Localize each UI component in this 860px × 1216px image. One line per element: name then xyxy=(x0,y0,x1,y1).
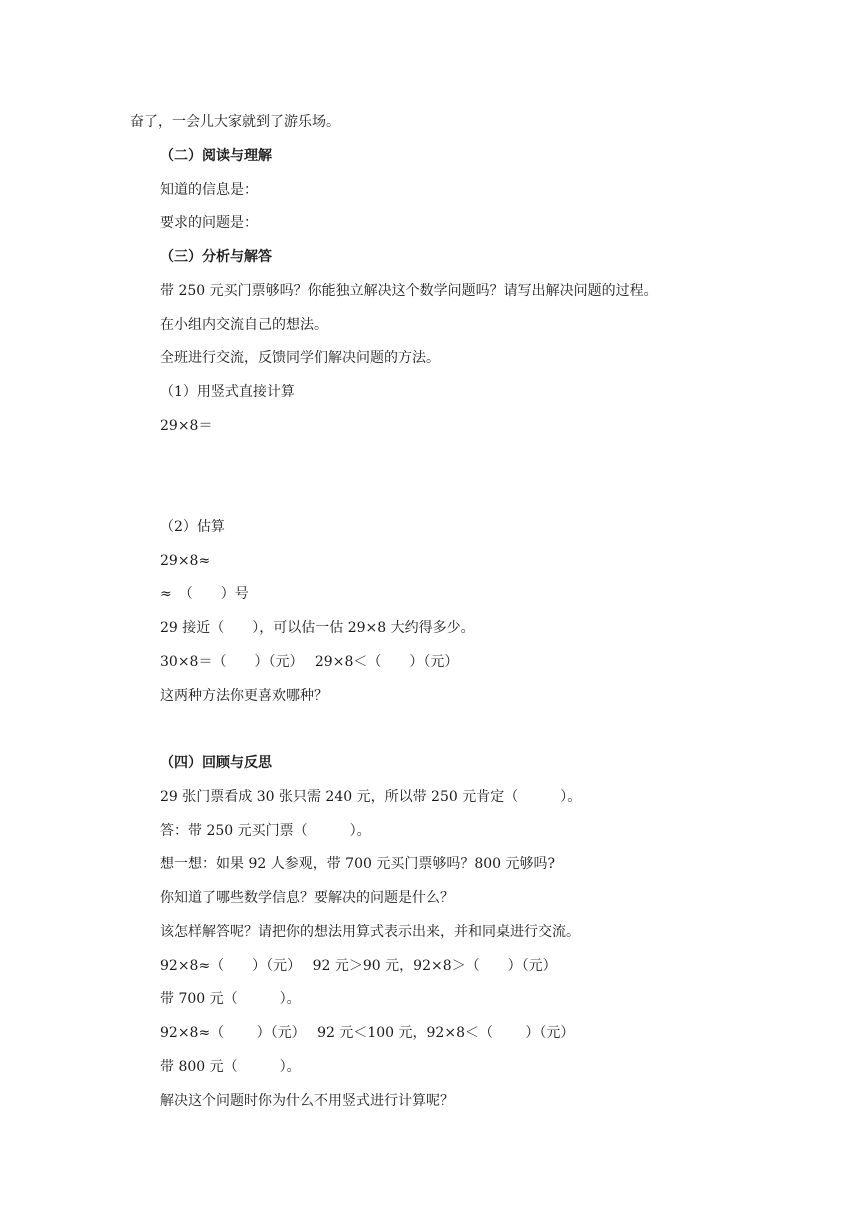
section-heading-reading: （二）阅读与理解 xyxy=(160,148,272,164)
section-heading-review: （四）回顾与反思 xyxy=(160,755,272,771)
paragraph-continuation: 奋了，一会儿大家就到了游乐场。 xyxy=(130,114,340,130)
vertical-calc-expression: 29×8＝ xyxy=(160,418,213,434)
problem-statement: 带 250 元买门票够吗？你能独立解决这个数学问题吗？请写出解决问题的过程。 xyxy=(160,283,658,299)
estimate-expression: 29×8≈ xyxy=(160,553,211,569)
method-1-label: （1）用竖式直接计算 xyxy=(160,384,295,400)
preference-question: 这两种方法你更喜欢哪种？ xyxy=(160,688,328,704)
think-question-line: 想一想：如果 92 人参观，带 700 元买门票够吗？800 元够吗? xyxy=(160,856,556,872)
solve-prompt-line: 该怎样解答呢？请把你的想法用算式表示出来，并和同桌进行交流。 xyxy=(160,924,580,940)
question-line: 要求的问题是： xyxy=(160,215,258,231)
reflection-question: 解决这个问题时你为什么不用竖式进行计算呢？ xyxy=(160,1093,454,1109)
approx-blank-line: ≈ （ ）号 xyxy=(160,586,249,602)
estimate-700-line: 92×8≈（ ）（元） 92 元＞90 元，92×8＞（ ）（元） xyxy=(160,958,557,974)
math-info-question: 你知道了哪些数学信息？要解决的问题是什么？ xyxy=(160,890,454,906)
group-discussion-line: 在小组内交流自己的想法。 xyxy=(160,317,328,333)
review-conclusion-line: 29 张门票看成 30 张只需 240 元，所以带 250 元肯定（ ）。 xyxy=(160,789,582,805)
estimate-800-line: 92×8≈（ ）（元） 92 元＜100 元，92×8＜（ ）（元） xyxy=(160,1025,575,1041)
approx-near-line: 29 接近（ ），可以估一估 29×8 大约得多少。 xyxy=(160,620,475,636)
estimate-compare-line: 30×8＝（ ）（元） 29×8＜（ ）（元） xyxy=(160,654,459,670)
conclusion-800-line: 带 800 元（ ）。 xyxy=(160,1059,301,1075)
method-2-label: （2）估算 xyxy=(160,519,225,535)
answer-line: 答：带 250 元买门票（ ）。 xyxy=(160,823,371,839)
conclusion-700-line: 带 700 元（ ）。 xyxy=(160,991,301,1007)
class-discussion-line: 全班进行交流，反馈同学们解决问题的方法。 xyxy=(160,350,440,366)
known-info-line: 知道的信息是： xyxy=(160,182,258,198)
section-heading-analysis: （三）分析与解答 xyxy=(160,249,272,265)
